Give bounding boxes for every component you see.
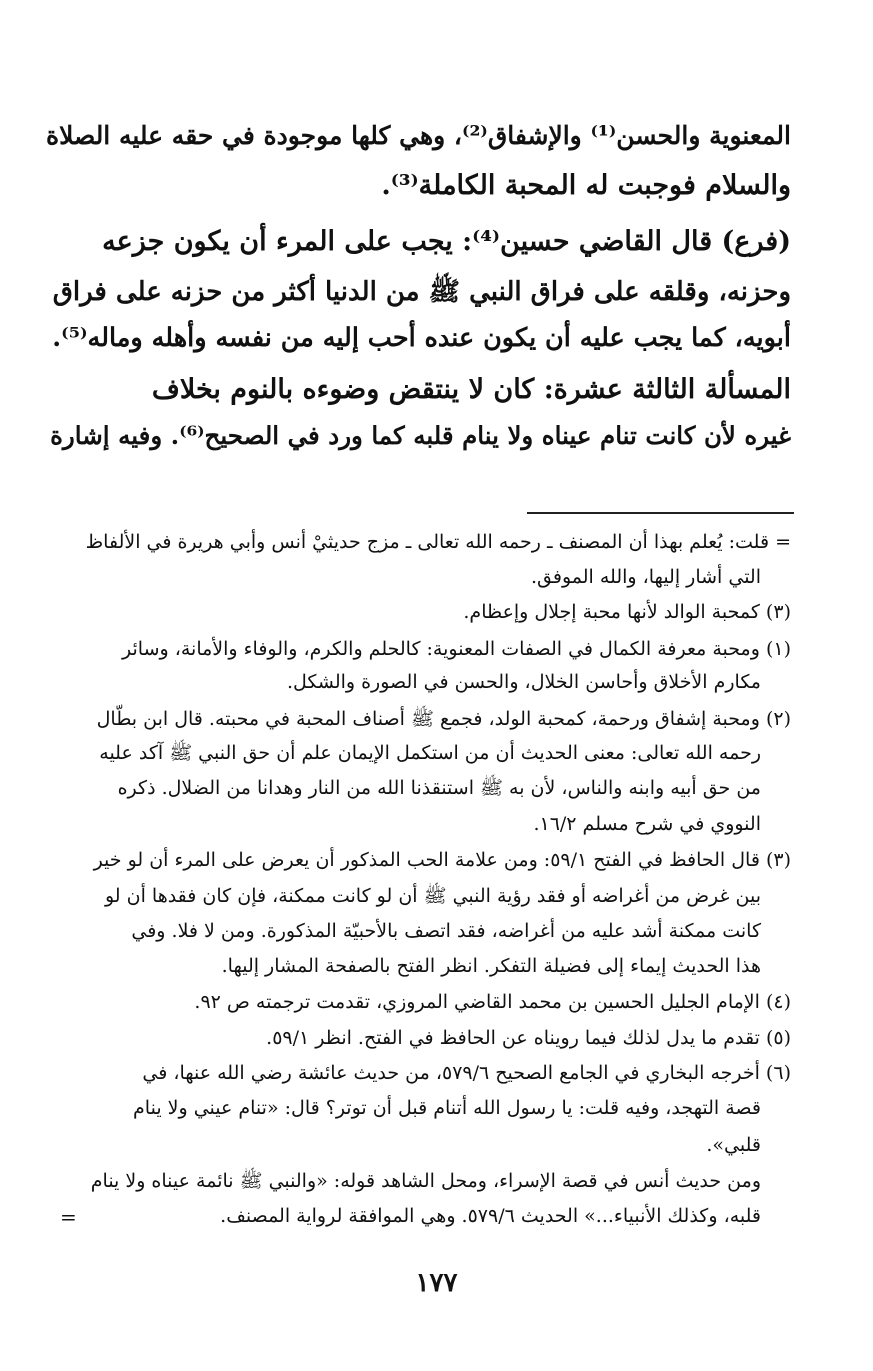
footnote-line: = قلت: يُعلم بهذا أن المصنف ـ رحمه الله تعالى ـ مزج حديثيْ أنس وأبي هريرة في الألفاظ [85,531,791,553]
main-line-3: (فرع) قال القاضي حسين⁽⁴⁾: يجب على المرء أن يكون جزعه [102,226,791,257]
footnote-line: (٤) الإمام الجليل الحسين بن محمد القاضي المروزي، تقدمت ترجمته ص ٩٢. [194,991,791,1013]
footnote-line: من حق أبيه وابنه والناس، لأن به ﷺ استنقذنا الله من النار وهدانا من الضلال. ذكره [117,777,761,799]
main-line-6: المسألة الثالثة عشرة: كان لا ينتقض وضوءه بالنوم بخلاف [151,374,791,405]
footnote-line: هذا الحديث إيماء إلى فضيلة التفكر. انظر الفتح بالصفحة المشار إليها. [221,955,761,977]
footnote-line: ومن حديث أنس في قصة الإسراء، ومحل الشاهد قوله: «والنبي ﷺ نائمة عيناه ولا ينام [90,1170,761,1192]
main-line-7: غيره لأن كانت تنام عيناه ولا ينام قلبه كما ورد في الصحيح⁽⁶⁾. وفيه إشارة [50,421,791,450]
footnote-line: (٣) كمحبة الوالد لأنها محبة إجلال وإعظام. [463,601,791,623]
main-line-4: وحزنه، وقلقه على فراق النبي ﷺ من الدنيا أكثر من حزنه على فراق [52,277,791,307]
footnote-line: النووي في شرح مسلم ١٦/٢. [533,813,761,835]
footnote-line: بين غرض من أغراضه أو فقد رؤية النبي ﷺ أن لو كانت ممكنة، فإن كان فقدها أن لو [104,885,761,907]
footnote-line: (٦) أخرجه البخاري في الجامع الصحيح ٥٧٩/٦، من حديث عائشة رضي الله عنها، في [142,1062,791,1084]
footnote-line: رحمه الله تعالى: معنى الحديث أن من استكمل الإيمان علم أن حق النبي ﷺ آكد عليه [99,742,761,764]
footnote-line: قلبي». [706,1134,761,1156]
footnote-line: مكارم الأخلاق وأحاسن الخلال، والحسن في الصورة والشكل. [286,671,761,693]
footnote-line: قصة التهجد، وفيه قلت: يا رسول الله أتنام قبل أن توتر؟ قال: «تنام عيني ولا ينام [133,1097,761,1119]
main-line-2: والسلام فوجبت له المحبة الكاملة⁽³⁾. [381,170,791,201]
footnote-line: كانت ممكنة أشد عليه من أغراضه، فقد اتصف بالأحبيّة المذكورة. ومن لا فلا. وفي [131,920,761,942]
footnote-line: (٥) تقدم ما يدل لذلك فيما رويناه عن الحافظ في الفتح. انظر ٥٩/١. [266,1027,791,1049]
footnote-line: قلبه، وكذلك الأنبياء...» الحديث ٥٧٩/٦. وهي الموافقة لرواية المصنف. [220,1205,761,1227]
page-number: ١٧٧ [415,1268,458,1298]
footnote-line: (١) ومحبة معرفة الكمال في الصفات المعنوية: كالحلم والكرم، والوفاء والأمانة، وسائر [122,638,791,660]
main-line-5: أبويه، كما يجب عليه أن يكون عنده أحب إليه من نفسه وأهله وماله⁽⁵⁾. [52,323,791,353]
footnote-line: (٢) ومحبة إشفاق ورحمة، كمحبة الولد، فجمع ﷺ أصناف المحبة في محبته. قال ابن بطّال [96,708,791,730]
footnote-line: (٣) قال الحافظ في الفتح ٥٩/١: ومن علامة الحب المذكور أن يعرض على المرء أن لو خير [93,849,791,871]
continuation-mark: = [60,1205,77,1229]
main-line-1: المعنوية والحسن⁽¹⁾ والإشفاق⁽²⁾، وهي كلها موجودة في حقه عليه الصلاة [46,121,791,150]
footnote-line: التي أشار إليها، والله الموفق. [531,566,761,588]
footnote-separator [527,512,794,514]
